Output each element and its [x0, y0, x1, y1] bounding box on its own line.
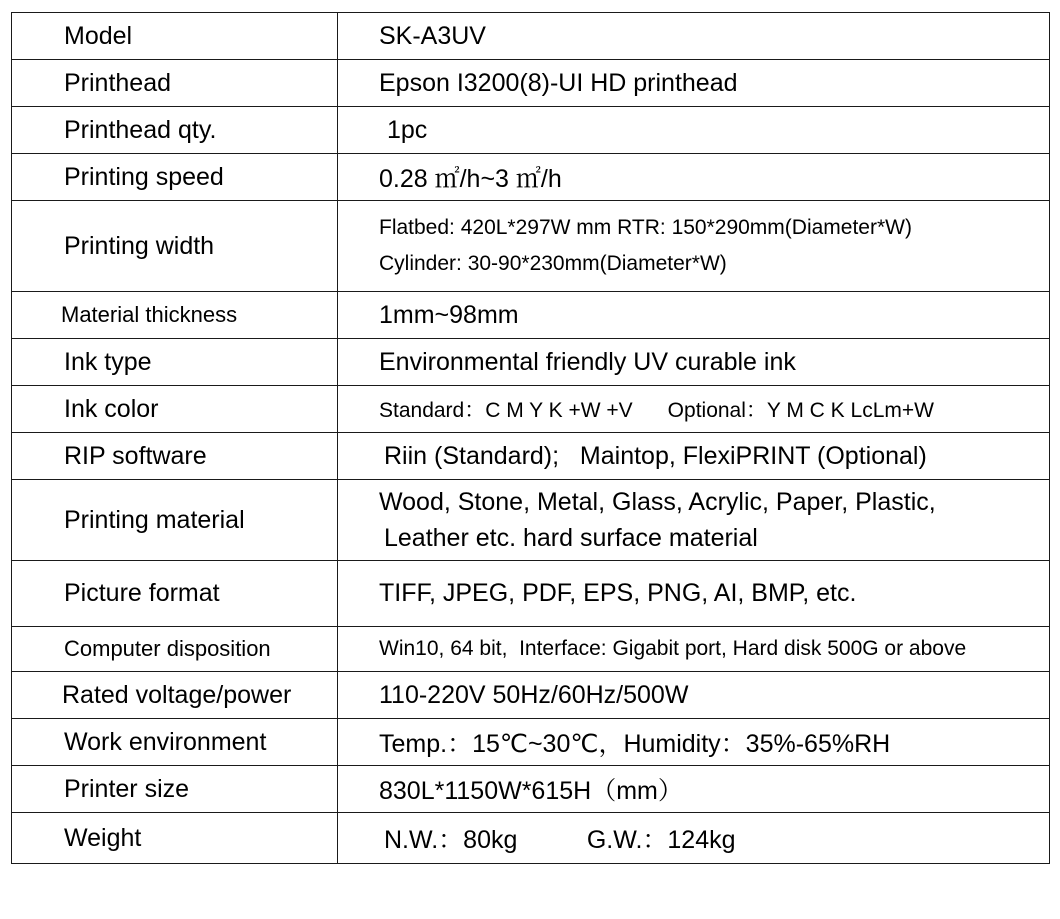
table-row: [12, 201, 1050, 292]
row-label: Printing material: [12, 480, 338, 561]
table-row: [12, 561, 1050, 627]
value-text: N.W.：80kg G.W.：124kg: [384, 826, 736, 854]
row-label: Printhead: [12, 60, 338, 107]
row-value: Epson I3200(8)-UI HD printhead: [338, 60, 1050, 107]
row-label: Computer disposition: [12, 627, 338, 672]
row-label: Printing width: [12, 201, 338, 292]
table-row: [12, 13, 1050, 60]
row-value: [338, 433, 1050, 480]
table-row: [12, 433, 1050, 480]
row-label: Printing speed: [12, 154, 338, 201]
row-value: Temp.：15℃~30℃，Humidity：35%-65%RH: [338, 719, 1050, 766]
table-row: [12, 627, 1050, 672]
row-value: [338, 813, 1050, 864]
table-row: [12, 386, 1050, 433]
value-line: Wood, Stone, Metal, Glass, Acrylic, Paper, Plastic,: [379, 488, 936, 516]
spec-table: [11, 12, 1050, 864]
table-row: [12, 107, 1050, 154]
row-label: Model: [12, 13, 338, 60]
table-row: [12, 813, 1050, 864]
table-row: [12, 292, 1050, 339]
table-row: [12, 766, 1050, 813]
table-row: [12, 480, 1050, 561]
value-line: Leather etc. hard surface material: [384, 524, 758, 552]
row-label: Ink color: [12, 386, 338, 433]
row-value: 110-220V 50Hz/60Hz/500W: [338, 672, 1050, 719]
row-label: Printer size: [12, 766, 338, 813]
row-label: Material thickness: [12, 292, 338, 339]
row-label: Picture format: [12, 561, 338, 627]
value-line: Cylinder: 30-90*230mm(Diameter*W): [379, 252, 727, 275]
row-value: Environmental friendly UV curable ink: [338, 339, 1050, 386]
row-value: [338, 107, 1050, 154]
row-label: Printhead qty.: [12, 107, 338, 154]
row-label: Weight: [12, 813, 338, 864]
row-label: Work environment: [12, 719, 338, 766]
row-value: 830L*1150W*615H（mm）: [338, 766, 1050, 813]
table-row: [12, 339, 1050, 386]
row-value: Standard：C M Y K +W +V Optional：Y M C K LcLm+W: [338, 386, 1050, 433]
table-row: [12, 672, 1050, 719]
row-value: [338, 201, 1050, 292]
table-row: [12, 60, 1050, 107]
value-line: Flatbed: 420L*297W mm RTR: 150*290mm(Diameter*W): [379, 216, 912, 239]
table-row: [12, 719, 1050, 766]
row-value: TIFF, JPEG, PDF, EPS, PNG, AI, BMP, etc.: [338, 561, 1050, 627]
row-value: [338, 480, 1050, 561]
value-text: 1pc: [387, 115, 428, 144]
row-label: Rated voltage/power: [12, 672, 338, 719]
row-value: 1mm~98mm: [338, 292, 1050, 339]
row-label: RIP software: [12, 433, 338, 480]
row-value: Win10, 64 bit, Interface: Gigabit port, Hard disk 500G or above: [338, 627, 1050, 672]
row-value: 0.28 ㎡/h~3 ㎡/h: [338, 154, 1050, 201]
row-label: Ink type: [12, 339, 338, 386]
value-text: Riin (Standard); Maintop, FlexiPRINT (Optional): [384, 441, 927, 470]
table-row: [12, 154, 1050, 201]
row-value: SK-A3UV: [338, 13, 1050, 60]
